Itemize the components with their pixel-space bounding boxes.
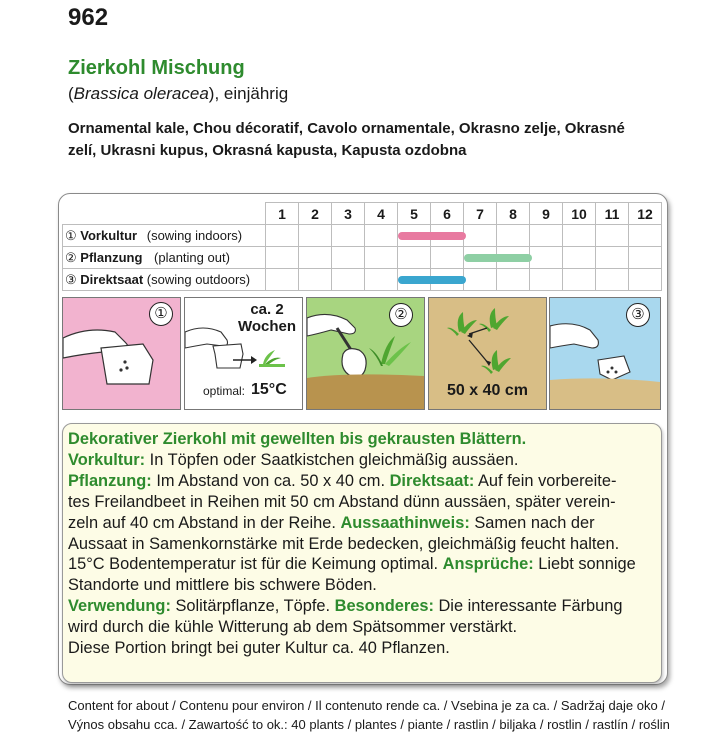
step-2-marker: ② xyxy=(389,303,413,327)
footer-line-1: Content for about / Contenu pour environ / Il contenuto rende ca. / Vsebina je za ca. / Sadržaj daje oko / xyxy=(68,698,665,713)
sowing-calendar xyxy=(62,202,662,291)
row-title: Vorkultur xyxy=(80,227,138,243)
description-line: Pflanzung: Im Abstand von ca. 50 x 40 cm. Direktsaat: Auf fein vorbereite- xyxy=(68,471,617,490)
row-title: Pflanzung xyxy=(80,249,143,265)
panel-direct-sowing xyxy=(549,297,661,410)
calendar-bar xyxy=(398,276,466,284)
step-3-marker: ③ xyxy=(626,303,650,327)
description-line: tes Freilandbeet in Reihen mit 50 cm Abstand dünn aussäen, später verein- xyxy=(68,492,616,511)
names-line-1: Ornamental kale, Chou décoratif, Cavolo ornamentale, Okrasno zelje, Okrasné xyxy=(68,120,625,137)
calendar-row-pflanzung xyxy=(63,247,662,269)
besonderes-label: Besonderes: xyxy=(334,597,434,616)
row-label xyxy=(63,269,266,291)
description-line: Standorte und mittlere bis schwere Böden. xyxy=(68,576,377,595)
description-line: Diese Portion bringt bei guter Kultur ca. 40 Pflanzen. xyxy=(68,639,450,658)
latin-open: ( xyxy=(68,84,74,103)
month-header: 2 xyxy=(299,203,332,225)
calendar-corner xyxy=(63,203,266,225)
description-line: 15°C Bodentemperatur ist für die Keimung optimal. Ansprüche: Liebt sonnige xyxy=(68,555,636,574)
calendar-bar xyxy=(464,254,532,262)
month-header: 4 xyxy=(365,203,398,225)
product-title: Zierkohl Mischung xyxy=(68,57,245,79)
month-header: 7 xyxy=(464,203,497,225)
content-footer xyxy=(68,696,670,734)
temperature-label: optimal: xyxy=(203,384,246,398)
calendar-header-row xyxy=(63,203,662,225)
latin-suffix: ), einjährig xyxy=(208,84,289,103)
description-line: Vorkultur: In Töpfen oder Saatkistchen gleichmäßig aussäen. xyxy=(68,450,519,469)
calendar-row-vorkultur xyxy=(63,225,662,247)
panel-germination xyxy=(184,297,303,410)
month-header: 6 xyxy=(431,203,464,225)
verwendung-label: Verwendung: xyxy=(68,597,171,616)
panel-spacing xyxy=(428,297,547,410)
row-marker: ② xyxy=(65,249,77,265)
optimal-temperature: 15°C xyxy=(251,381,287,398)
latin-name-line xyxy=(68,84,288,104)
pflanzung-label: Pflanzung: xyxy=(68,471,152,490)
row-label xyxy=(63,247,266,269)
row-marker: ① xyxy=(65,227,77,243)
calendar-row-direktsaat xyxy=(63,269,662,291)
ansprueche-label: Ansprüche: xyxy=(442,555,534,574)
description-text xyxy=(68,429,663,659)
panel-indoor-sowing xyxy=(62,297,181,410)
latin-name: Brassica oleracea xyxy=(73,84,209,103)
row-marker: ③ xyxy=(65,271,77,287)
description-line: wird durch die kühle Witterung ab dem Spätsommer verstärkt. xyxy=(68,618,518,637)
step-1-marker: ① xyxy=(149,302,173,326)
row-label xyxy=(63,225,266,247)
plant-spacing: 50 x 40 cm xyxy=(447,382,528,399)
translated-names xyxy=(68,118,668,162)
row-subtitle: (planting out) xyxy=(154,249,230,265)
footer-line-2: Výnos obsahu cca. / Zawartość to ok.: 40 plants / plantes / piante / rastlin / biljaka / rostlin / rastlín / roślin xyxy=(68,717,670,732)
month-header: 1 xyxy=(266,203,299,225)
row-subtitle: (sowing outdoors) xyxy=(146,271,251,287)
row-title: Direktsaat xyxy=(80,271,144,287)
description-headline: Dekorativer Zierkohl mit gewellten bis gekrausten Blättern. xyxy=(68,430,527,448)
germination-duration: ca. 2 Wochen xyxy=(237,301,297,335)
description-line: Aussaat in Samenkornstärke mit Erde bedecken, gleichmäßig feucht halten. xyxy=(68,534,620,553)
month-header: 12 xyxy=(629,203,662,225)
vorkultur-label: Vorkultur: xyxy=(68,450,146,469)
month-header: 10 xyxy=(563,203,596,225)
month-header: 3 xyxy=(332,203,365,225)
description-line: Verwendung: Solitärpflanze, Töpfe. Besonderes: Die interessante Färbung xyxy=(68,597,623,616)
panel-planting-out xyxy=(306,297,425,410)
month-header: 9 xyxy=(530,203,563,225)
product-number: 962 xyxy=(68,4,109,31)
month-header: 5 xyxy=(398,203,431,225)
row-subtitle: (sowing indoors) xyxy=(146,227,243,243)
aussaathinweis-label: Aussaathinweis: xyxy=(340,513,470,532)
calendar-bar xyxy=(398,232,466,240)
direktsaat-label: Direktsaat: xyxy=(389,471,475,490)
month-header: 11 xyxy=(596,203,629,225)
names-line-2: zelí, Ukrasni kupus, Okrasná kapusta, Kapusta ozdobna xyxy=(68,142,467,159)
month-header: 8 xyxy=(497,203,530,225)
description-line: zeln auf 40 cm Abstand in der Reihe. Aussaathinweis: Samen nach der xyxy=(68,513,595,532)
